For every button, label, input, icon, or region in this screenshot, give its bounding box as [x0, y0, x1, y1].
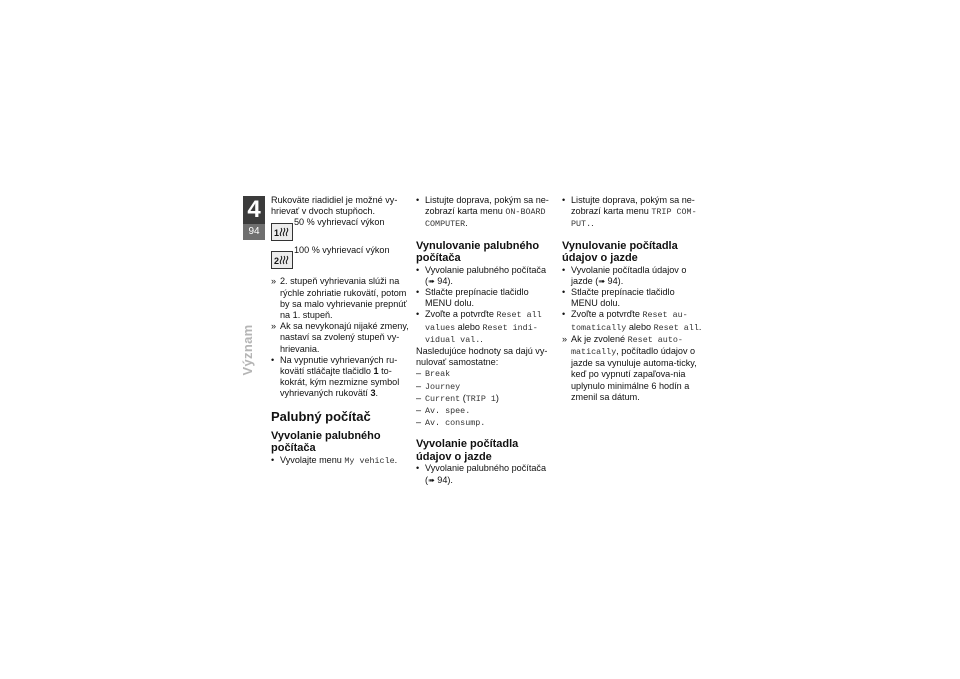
column-3: [562, 195, 702, 403]
side-label-text: Význam: [240, 324, 255, 376]
dash-item: [416, 368, 556, 380]
bullet-marker: •: [271, 454, 275, 465]
bullet-text: .: [591, 218, 594, 229]
paragraph: Nasledujúce hodnoty sa dajú vy-nulovať samostatne:: [416, 346, 548, 368]
bullet-marker: •: [416, 309, 420, 320]
column-1: [271, 195, 411, 467]
bullet-text: Vyvolanie počítadla údajov o jazde: [571, 264, 687, 286]
note-item: [271, 276, 411, 321]
dash-item: [416, 405, 556, 417]
menu-code: ON-BOARD COMPUTER: [425, 207, 546, 230]
menu-code: Reset all: [653, 322, 699, 333]
button-ref: 1: [373, 366, 379, 377]
note-marker: »: [271, 276, 277, 287]
column-2: [416, 195, 556, 486]
paren: ): [495, 392, 499, 403]
note-text: Ak je zvolené: [571, 333, 628, 344]
reset-value: Current: [425, 393, 461, 404]
dash-marker: –: [416, 405, 422, 416]
bullet-marker: •: [562, 287, 566, 298]
bullet-text: Listujte doprava, pokým sa ne-zobrazí karta menu: [425, 195, 549, 217]
bullet-item: [271, 455, 411, 467]
section-heading: Palubný počítač: [271, 408, 371, 424]
reset-value: Break: [425, 369, 451, 380]
heat-level-2-row: [271, 245, 411, 271]
dash-marker: –: [416, 392, 422, 403]
bullet-item: [416, 309, 556, 346]
bullet-text: Vyvolanie palubného počítača: [425, 463, 547, 474]
dash-marker: –: [416, 380, 422, 391]
bullet-text: Vyvolajte menu: [280, 454, 345, 465]
bullet-text: Na vypnutie vyhrievaných ru-kovätí stláčajte tlačidlo: [280, 354, 398, 377]
bullet-item: • Vyvolanie palubného počítača (➠ 94).: [416, 264, 547, 286]
bullet-item: [271, 355, 411, 400]
bullet-marker: •: [562, 264, 566, 275]
note-text: Ak sa nevykonajú nijaké zmeny, nastaví sa zvolený stupeň vy-hrievania.: [280, 321, 409, 354]
heat-level-1-number: 1: [274, 228, 280, 239]
subsection-heading: Vyvolanie palubného počítača: [271, 429, 381, 455]
bullet-marker: •: [416, 463, 420, 474]
bullet-text: .: [698, 321, 702, 332]
bullet-text: Zvoľte a potvrďte: [571, 309, 643, 320]
menu-code: My vehicle: [344, 455, 395, 466]
bullet-item: [562, 309, 702, 333]
bullet-text: .: [465, 218, 468, 229]
page-ref-arrow-icon: ➠: [598, 276, 606, 286]
paren: (: [460, 392, 466, 403]
reset-value: TRIP 1: [465, 393, 496, 404]
bullet-marker: •: [416, 195, 420, 205]
bullet-item: [562, 287, 702, 309]
bullet-item: [416, 195, 556, 231]
dash-item: [416, 381, 556, 393]
menu-code: Reset auto-matically: [571, 334, 683, 358]
bullet-item: [562, 195, 702, 231]
heat-level-2-number: 2: [274, 256, 280, 267]
symbol-ref: 3: [370, 388, 376, 399]
note-item: [562, 334, 702, 403]
bullet-text: Vyvolanie palubného počítača: [425, 264, 547, 275]
bullet-marker: •: [416, 287, 420, 298]
page-ref: 94).: [607, 275, 624, 286]
bullet-marker: •: [562, 195, 566, 205]
note-item: [271, 321, 411, 355]
grip-heating-level-1-icon: [271, 223, 293, 241]
intro-text: Rukoväte riadidiel je možné vy-hrievať v dvoch stupňoch.: [271, 195, 398, 217]
bullet-text: Stlačte prepínacie tlačidlo MENU dolu.: [571, 287, 675, 309]
reset-value: Journey: [425, 381, 461, 392]
subsection-heading: Vynulovanie počítadla údajov o jazde: [562, 239, 678, 265]
note-text: 2. stupeň vyhrievania slúži na rýchle zohriatie rukovätí, potom by sa malo vyhrievanie prepnúť na 1. stupeň.: [280, 276, 407, 321]
subsection-heading: Vyvolanie počítadla údajov o jazde: [416, 438, 519, 463]
heat-level-1-row: [271, 217, 411, 243]
dash-marker: –: [416, 368, 422, 379]
bullet-item: • Vyvolanie palubného počítača (➠ 94).: [416, 463, 547, 485]
reset-value: Av. spee.: [425, 406, 471, 417]
bullet-item: • Vyvolanie počítadla údajov o jazde (➠ 94).: [562, 264, 687, 286]
bullet-text: alebo: [455, 321, 483, 332]
note-marker: »: [562, 333, 568, 344]
note-marker: »: [271, 321, 277, 332]
bullet-text: Listujte doprava, pokým sa ne-zobrazí karta menu: [571, 195, 695, 217]
heat-level-2-text: 100 % vyhrievací výkon: [294, 245, 390, 256]
bullet-text: alebo: [626, 321, 654, 332]
menu-code: Reset indi-vidual val.: [425, 322, 538, 345]
bullet-text: .: [394, 454, 398, 465]
menu-code: Reset all values: [425, 310, 542, 333]
page-ref: 94).: [437, 275, 453, 286]
reset-value: Av. consump.: [425, 418, 486, 429]
page-ref: 94).: [437, 474, 453, 485]
menu-code: TRIP COM-PUT.: [571, 207, 697, 230]
bullet-text: .: [480, 333, 483, 344]
note-text: , počítadlo údajov o jazde sa vynuluje automa-ticky, keď po vypnutí zapaľova-nia uplynulo minimálne 6 hodín a zmenil sa dátum.: [571, 346, 697, 402]
bullet-text: to-kokrát, kým nezmizne symbol vyhrievaných rukovätí: [280, 366, 400, 399]
bullet-marker: •: [562, 309, 566, 320]
heat-level-1-text: 50 % vyhrievací výkon: [294, 217, 385, 228]
page-ref-arrow-icon: ➠: [428, 475, 435, 485]
subsection-heading: Vynulovanie palubného počítača: [416, 239, 540, 265]
dash-item: [416, 417, 556, 429]
dash-marker: –: [416, 417, 422, 428]
bullet-text: Stlačte prepínacie tlačidlo MENU dolu.: [425, 287, 529, 309]
grip-heating-level-2-icon: [271, 251, 293, 269]
chapter-number: 4: [243, 196, 265, 224]
bullet-text: Zvoľte a potvrďte: [425, 309, 497, 320]
bullet-marker: •: [271, 354, 275, 365]
page-ref-arrow-icon: ➠: [428, 276, 435, 286]
dash-item: [416, 393, 556, 405]
bullet-text: .: [375, 388, 379, 399]
bullet-marker: •: [416, 264, 420, 275]
page-number: 94: [248, 226, 260, 237]
side-label: [240, 315, 256, 385]
bullet-item: [416, 287, 556, 309]
menu-code: Reset au-tomatically: [571, 310, 688, 333]
